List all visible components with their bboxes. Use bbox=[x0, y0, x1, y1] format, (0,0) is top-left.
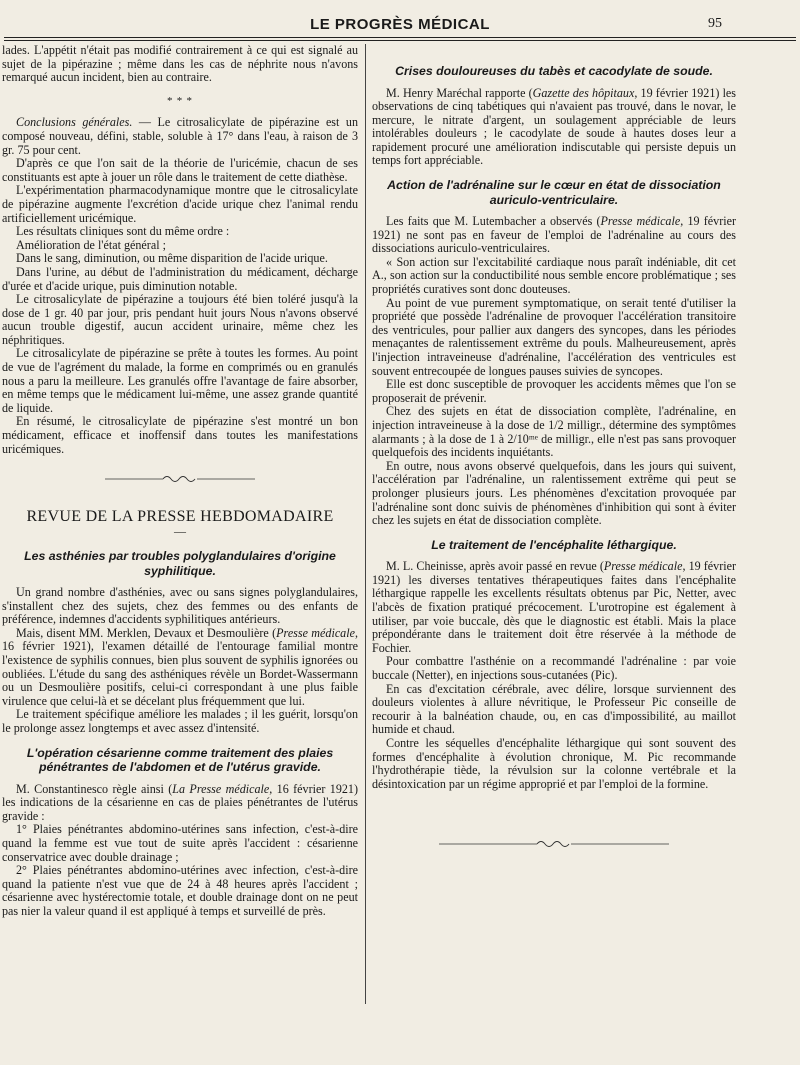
paragraph: « Son action sur l'excitabilité cardiaque nous paraît indéniable, dit cet A., son action sur la conductibilité nous semble encore problématique ; ses propriétés curatives sont donc douteuses. bbox=[372, 254, 736, 297]
paragraph: Contre les séquelles d'encéphalite léthargique qui sont souvent des formes d'encéphalite à évolution chronique, M. Pic recommande l'hydrothérapie tiède, la révulsion sur la colonne vertébrale et la désintoxication par un régime approprié et par l'emploi de la formine. bbox=[372, 735, 736, 791]
journal-title: LE PROGRÈS MÉDICAL bbox=[310, 16, 490, 33]
paragraph: En outre, nous avons observé quelquefois, dans les jours qui suivent, l'accélération par l'adrénaline, un ralentissement extrême qui peut se prolonger plusieurs jours. Les phénomènes d'excitation provoquée par l'adrénaline sont donc suivis de phénomènes d'inhibition qui sont à éviter chez les sujets en état de dissociation complète. bbox=[372, 458, 736, 528]
paragraph: Les résultats cliniques sont du même ordre : bbox=[16, 224, 230, 239]
right-column bbox=[372, 44, 736, 859]
paragraph: Elle est donc susceptible de provoquer les accidents mêmes que l'on se proposerait de prévenir. bbox=[372, 377, 736, 405]
section-stars: * * * bbox=[167, 94, 193, 107]
paragraph: Mais, disent MM. Merklen, Devaux et Desmoulière (Presse médicale, 16 février 1921), l'examen détaillé de l'entourage familial montre l'existence de syphilis connues, bien plus souvent de syphilis ignorées ou oubliées. L'étude du sang des asthéniques révèle un Bordet-Wassermann ou un Desmoulière positifs, celui-ci correspondant à une plus faible virulence que celui-là et se décelant plus fréquemment que lui. bbox=[2, 625, 358, 708]
paragraph: En résumé, le citrosalicylate de pipérazine s'est montré un bon médicament, efficace et inoffensif dans toutes les manifestations uricémiques. bbox=[2, 414, 358, 456]
paragraph: D'après ce que l'on sait de la théorie de l'uricémie, chacun de ses constituants est apte à jouer un rôle dans le traitement de cette diathèse. bbox=[2, 156, 358, 184]
paragraph: Les faits que M. Lutembacher a observés (Presse médicale, 19 février 1921) ne sont pas en faveur de l'emploi de l'adrénaline au cours des dissociations auriculo-ventriculaires. bbox=[372, 214, 736, 256]
page-header bbox=[0, 14, 800, 38]
paragraph: M. Henry Maréchal rapporte (Gazette des hôpitaux, 19 février 1921) les observations de cinq tabétiques qui n'avaient pas trouvé, dans le novar, le mercure, le nitrate d'argent, un soulagement appréciable de leurs intolérables douleurs ; le cacodylate de soude à hautes doses leur a rapidement procuré une amélioration indiscutable qui persiste depuis un temps fort appréciable. bbox=[372, 85, 737, 168]
paragraph: Pour combattre l'asthénie on a recommandé l'adrénaline : par voie buccale (Netter), en injections sous-cutanées (Pic). bbox=[372, 654, 736, 682]
left-column bbox=[2, 44, 358, 918]
flourish-ornament bbox=[372, 839, 736, 853]
paragraph: Le citrosalicylate de pipérazine a toujours été bien toléré jusqu'à la dose de 1 gr. 40 par jour, pris pendant huit jours Nous n'avons observé aucun trouble digestif, aucun accident urinaire, même chez les néphritiques. bbox=[2, 292, 358, 347]
paragraph: En cas d'excitation cérébrale, avec délire, lorsque surviennent des douleurs violentes à allure névritique, le Professeur Pic conseille de recourir à la balnéation chaude, ou, en cas d'impossibilité, au maillot humide et chaud. bbox=[372, 681, 736, 737]
paragraph: Le citrosalicylate de pipérazine se prête à toutes les formes. Au point de vue de l'agrément du malade, la forme en comprimés ou en granulés nous a paru la meilleure. Les granulés offre l'avantage de faire absorber, en même temps que le médicament lui-même, une assez grande quantité de liquide. bbox=[2, 346, 358, 415]
paragraph: L'expérimentation pharmacodynamique montre que le citrosalicylate de pipérazine augmente l'excrétion d'acide urique chez l'animal rendu artificiellement uricémique. bbox=[2, 183, 358, 225]
article-heading: L'opération césarienne comme traitement des plaies pénétrantes de l'abdomen et de l'utérus gravide. bbox=[26, 745, 334, 775]
article-heading: Action de l'adrénaline sur le cœur en état de dissociation auriculo-ventriculaire. bbox=[387, 178, 721, 207]
paragraph: M. L. Cheinisse, après avoir passé en revue (Presse médicale, 19 février 1921) les diverses tentatives thérapeutiques faites dans l'encéphalite léthargique rappelle les excellents résultats obtenus par Pic, Netter, avec l'abcès de fixation pratiqué précocement. L'urotropine est également à utiliser, par voie buccale, dès que le diagnostic est établi. Mais la place prépondérante dans le traitement doit être réservée à la méthode de Fochier. bbox=[372, 559, 736, 655]
paragraph: Dans le sang, diminution, ou même disparition de l'acide urique. bbox=[16, 251, 328, 266]
paragraph: 2° Plaies pénétrantes abdomino-utérines avec infection, c'est-à-dire quand la patiente n'est vue que de 24 à 48 heures après l'accident ; césarienne avec hystérectomie totale, et double drainage dont on ne peut pas nier la valeur quand il est appliqué à temps et surveillé de près. bbox=[2, 863, 358, 918]
paragraph: Chez des sujets en état de dissociation complète, l'adrénaline, en injection intraveineuse à la dose de 1/2 milligr., détermine des symptômes alarmants ; à la dose de 1 à 2/10ᵐᵉ de milligr., elle n'est pas sans provoquer quelquefois des incidents inquiétants. bbox=[372, 404, 736, 460]
conclusions-label: Conclusions générales. bbox=[16, 115, 133, 130]
column-divider bbox=[365, 44, 366, 1004]
paragraph: Amélioration de l'état général ; bbox=[16, 237, 166, 252]
header-rule-thin bbox=[4, 40, 796, 41]
flourish-ornament bbox=[2, 474, 358, 488]
paragraph: Le traitement spécifique améliore les malades ; il les guérit, lorsqu'on le prolonge assez longtemps et avec assez d'intensité. bbox=[2, 707, 358, 735]
paragraph: 1° Plaies pénétrantes abdomino-utérines sans infection, c'est-à-dire quand la femme est vue tout de suite après l'accident : césarienne conservatrice avec double drainage ; bbox=[2, 822, 358, 864]
paragraph: lades. L'appétit n'était pas modifié contrairement à ce qui est signalé au sujet de la pipérazine ; même dans les cas de néphrite nous n'avons remarqué aucun incident, bien au contraire. bbox=[2, 43, 358, 85]
article-heading: Crises douloureuses du tabès et cacodylate de soude. bbox=[395, 64, 713, 78]
paragraph: Conclusions générales. — Le citrosalicylate de pipérazine est un composé nouveau, défini, stable, soluble à 17° dans l'eau, à raison de 3 gr. 75 pour cent. bbox=[2, 115, 358, 157]
paragraph: Au point de vue purement symptomatique, on serait tenté d'utiliser la propriété que possède l'adrénaline de provoquer l'accélération transitoire des ventricules, pour pallier aux dangers des syncopes, dans les périodes menaçantes de ralentissement extrême du pouls. Malheureusement, après l'injection intraveineuse d'adrénaline, l'accélération des ventricules est souvent entrecoupée de longues pauses suivies de syncopes. bbox=[372, 295, 736, 378]
header-rule bbox=[4, 37, 796, 38]
article-heading: Le traitement de l'encéphalite léthargique. bbox=[431, 537, 677, 552]
paragraph: Un grand nombre d'asthénies, avec ou sans signes polyglandulaires, s'installent chez des sujets, chez des femmes ou des enfants de préférence, indemnes d'accidents syphilitiques antérieurs. bbox=[2, 585, 358, 627]
paragraph: Dans l'urine, au début de l'administration du médicament, décharge d'urée et d'acide urique, puis diminution notable. bbox=[2, 264, 358, 293]
paragraph: M. Constantinesco règle ainsi (La Presse médicale, 16 février 1921) les indications de la césarienne en cas de plaies pénétrantes de l'utérus gravide : bbox=[2, 781, 358, 823]
revue-title: REVUE DE LA PRESSE HEBDOMADAIRE bbox=[26, 507, 334, 525]
page-number: 95 bbox=[708, 16, 722, 31]
article-heading: Les asthénies par troubles polyglandulaires d'origine syphilitique. bbox=[24, 549, 336, 578]
revue-dash: — bbox=[174, 524, 186, 539]
